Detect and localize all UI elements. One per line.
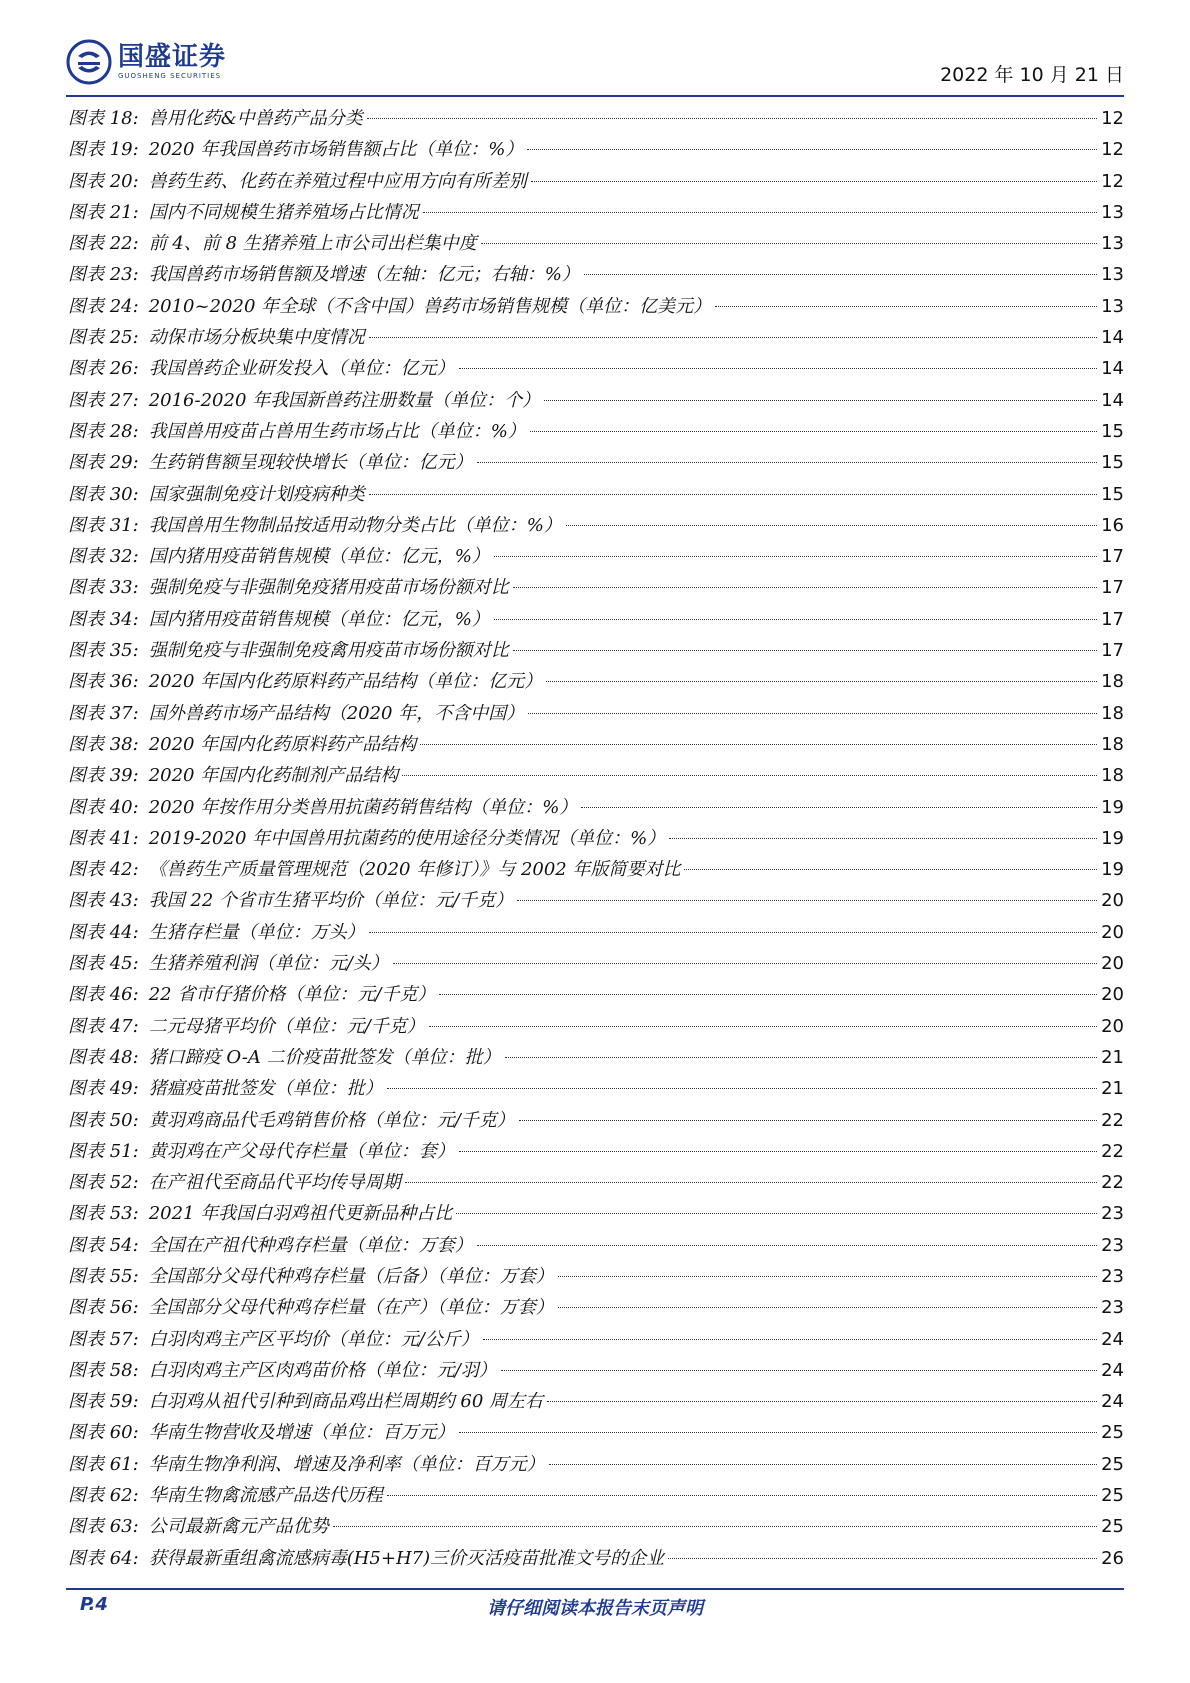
toc-entry-page: 15 (1101, 452, 1124, 474)
toc-entry-prefix: 图表 45: (68, 953, 139, 975)
toc-entry-prefix: 图表 36: (68, 671, 139, 693)
toc-entry-label (68, 1355, 497, 1386)
toc-dot-leader (420, 744, 1097, 745)
toc-entry-title: 白羽鸡从祖代引种到商品鸡出栏周期约 60 周左右 (148, 1391, 544, 1413)
toc-entry[interactable] (68, 197, 1124, 228)
toc-entry-prefix: 图表 18: (68, 108, 139, 129)
toc-entry[interactable] (68, 1042, 1124, 1073)
toc-entry-page: 25 (1101, 1485, 1124, 1507)
toc-entry-prefix: 图表 55: (68, 1265, 139, 1287)
toc-entry-label (68, 917, 365, 948)
toc-dot-leader (405, 1182, 1097, 1183)
toc-dot-leader (684, 869, 1097, 870)
toc-entry-prefix: 图表 46: (68, 984, 139, 1006)
toc-entry[interactable] (68, 1105, 1124, 1136)
toc-dot-leader (459, 368, 1097, 369)
toc-entry-title: 黄羽鸡商品代毛鸡销售价格（单位：元/千克） (148, 1109, 515, 1131)
toc-entry-prefix: 图表 48: (68, 1046, 139, 1068)
toc-entry[interactable] (68, 228, 1124, 259)
toc-entry-title: 动保市场分板块集中度情况 (148, 327, 365, 349)
toc-dot-leader (387, 1495, 1097, 1496)
toc-entry-title: 2020 年我国兽药市场销售额占比（单位：%） (148, 139, 524, 161)
toc-entry-title: 兽用化药&中兽药产品分类 (148, 108, 363, 129)
toc-dot-leader (668, 1558, 1097, 1559)
toc-entry-title: 华南生物禽流感产品迭代历程 (148, 1485, 383, 1507)
toc-entry-prefix: 图表 30: (68, 483, 139, 505)
toc-entry-title: 2020 年按作用分类兽用抗菌药销售结构（单位：%） (148, 796, 578, 818)
toc-entry[interactable] (68, 635, 1124, 666)
toc-entry-prefix: 图表 26: (68, 358, 139, 380)
toc-dot-leader (547, 1401, 1097, 1402)
toc-entry[interactable] (68, 823, 1124, 854)
toc-entry[interactable] (68, 134, 1124, 165)
toc-entry[interactable] (68, 291, 1124, 322)
toc-entry-prefix: 图表 25: (68, 327, 139, 349)
toc-entry[interactable] (68, 1449, 1124, 1480)
toc-entry-prefix: 图表 50: (68, 1109, 139, 1131)
toc-dot-leader (387, 1088, 1097, 1089)
toc-entry-page: 13 (1101, 201, 1124, 223)
toc-entry-page: 23 (1101, 1234, 1124, 1256)
toc-entry-prefix: 图表 47: (68, 1015, 139, 1037)
toc-entry-title: 获得最新重组禽流感病毒(H5+H7)三价灭活疫苗批准文号的企业 (148, 1547, 665, 1569)
toc-entry-page: 21 (1101, 1046, 1124, 1068)
toc-entry-prefix: 图表 51: (68, 1140, 139, 1162)
toc-entry-page: 20 (1101, 890, 1124, 912)
toc-entry-title: 《兽药生产质量管理规范（2020 年修订）》与 2002 年版简要对比 (148, 859, 681, 881)
toc-entry-title: 2019-2020 年中国兽用抗菌药的使用途径分类情况（单位：%） (148, 827, 666, 849)
guosheng-logo-icon (66, 39, 112, 85)
toc-entry-title: 在产祖代至商品代平均传导周期 (148, 1172, 401, 1194)
toc-dot-leader (546, 681, 1097, 682)
toc-entry-prefix: 图表 61: (68, 1453, 139, 1475)
toc-entry-label (68, 541, 490, 572)
toc-entry-label (68, 854, 680, 885)
toc-entry-title: 2020 年国内化药原料药产品结构 (148, 733, 417, 755)
footer-divider (66, 1588, 1124, 1590)
toc-dot-leader (456, 1213, 1097, 1214)
toc-entry-page: 23 (1101, 1265, 1124, 1287)
toc-entry[interactable] (68, 1480, 1124, 1511)
toc-entry-title: 全国在产祖代种鸡存栏量（单位：万套） (148, 1234, 473, 1256)
toc-entry-page: 24 (1101, 1359, 1124, 1381)
toc-dot-leader (333, 1526, 1097, 1527)
toc-dot-leader (494, 556, 1097, 557)
toc-entry-title: 公司最新禽元产品优势 (148, 1516, 329, 1538)
toc-entry-prefix: 图表 44: (68, 921, 139, 943)
toc-entry-prefix: 图表 63: (68, 1516, 139, 1538)
toc-entry-prefix: 图表 39: (68, 765, 139, 787)
toc-dot-leader (477, 462, 1097, 463)
toc-dot-leader (528, 713, 1097, 714)
toc-entry-page: 13 (1101, 233, 1124, 255)
toc-entry[interactable] (68, 259, 1124, 290)
toc-entry-page: 18 (1101, 671, 1124, 693)
toc-entry[interactable] (68, 1355, 1124, 1386)
toc-entry-label (68, 1292, 554, 1323)
toc-dot-leader (581, 807, 1097, 808)
toc-entry-title: 全国部分父母代种鸡存栏量（后备）（单位：万套） (148, 1265, 554, 1287)
toc-entry-title: 我国兽药市场销售额及增速（左轴：亿元；右轴：%） (148, 264, 580, 286)
toc-entry-page: 19 (1101, 859, 1124, 881)
toc-entry-label (68, 1480, 383, 1511)
brand-logo (66, 38, 226, 86)
toc-entry-prefix: 图表 34: (68, 608, 139, 630)
toc-dot-leader (369, 494, 1097, 495)
toc-entry-page: 18 (1101, 733, 1124, 755)
toc-dot-leader (549, 1464, 1097, 1465)
toc-entry-page: 15 (1101, 483, 1124, 505)
toc-dot-leader (393, 963, 1097, 964)
toc-entry-label (68, 1511, 329, 1542)
toc-entry[interactable] (68, 1292, 1124, 1323)
toc-entry-page: 20 (1101, 1015, 1124, 1037)
toc-entry-prefix: 图表 41: (68, 827, 139, 849)
toc-entry-label (68, 1105, 515, 1136)
toc-entry-prefix: 图表 31: (68, 514, 139, 536)
toc-dot-leader (439, 994, 1097, 995)
toc-entry-label (68, 698, 524, 729)
toc-entry-label (68, 510, 562, 541)
toc-entry[interactable] (68, 1167, 1124, 1198)
toc-entry-label (68, 792, 577, 823)
toc-entry-page: 17 (1101, 577, 1124, 599)
toc-entry-label (68, 259, 580, 290)
toc-entry-label (68, 572, 509, 603)
toc-entry[interactable] (68, 541, 1124, 572)
toc-entry-prefix: 图表 58: (68, 1359, 139, 1381)
toc-entry-title: 华南生物营收及增速（单位：百万元） (148, 1422, 455, 1444)
toc-entry-title: 猪瘟疫苗批签发（单位：批） (148, 1078, 383, 1100)
toc-dot-leader (715, 306, 1097, 307)
toc-entry-title: 生猪存栏量（单位：万头） (148, 921, 365, 943)
toc-entry-page: 15 (1101, 420, 1124, 442)
toc-entry-page: 20 (1101, 984, 1124, 1006)
toc-entry[interactable] (68, 854, 1124, 885)
toc-entry-page: 22 (1101, 1140, 1124, 1162)
toc-entry-title: 2020 年国内化药制剂产品结构 (148, 765, 399, 787)
toc-entry-prefix: 图表 29: (68, 452, 139, 474)
toc-entry-title: 生药销售额呈现较快增长（单位：亿元） (148, 452, 473, 474)
toc-entry-page: 23 (1101, 1297, 1124, 1319)
toc-entry-label (68, 1136, 455, 1167)
toc-entry-title: 国家强制免疫计划疫病种类 (148, 483, 365, 505)
toc-entry-page: 21 (1101, 1078, 1124, 1100)
toc-entry-prefix: 图表 38: (68, 733, 139, 755)
toc-dot-leader (501, 1370, 1097, 1371)
toc-entry-label (68, 1449, 545, 1480)
toc-entry-label (68, 1230, 473, 1261)
toc-entry[interactable] (68, 510, 1124, 541)
toc-entry-page: 14 (1101, 389, 1124, 411)
toc-entry-page: 18 (1101, 765, 1124, 787)
toc-entry-label (68, 1261, 554, 1292)
toc-entry-label (68, 666, 542, 697)
toc-entry-prefix: 图表 59: (68, 1391, 139, 1413)
toc-entry-label (68, 1167, 401, 1198)
toc-dot-leader (566, 525, 1097, 526)
toc-entry-label (68, 322, 365, 353)
toc-entry-title: 强制免疫与非强制免疫禽用疫苗市场份额对比 (148, 640, 509, 662)
toc-entry-prefix: 图表 28: (68, 420, 139, 442)
toc-entry-title: 黄羽鸡在产父母代存栏量（单位：套） (148, 1140, 455, 1162)
disclaimer-note: 请仔细阅读本报告末页声明 (487, 1598, 703, 1619)
toc-entry[interactable] (68, 103, 1124, 134)
toc-entry-title: 二元母猪平均价（单位：元/千克） (148, 1015, 425, 1037)
toc-entry-page: 14 (1101, 358, 1124, 380)
toc-entry-title: 2016-2020 年我国新兽药注册数量（单位：个） (148, 389, 541, 411)
toc-entry[interactable] (68, 1230, 1124, 1261)
toc-entry-title: 华南生物净利润、增速及净利率（单位：百万元） (148, 1453, 545, 1475)
toc-entry-prefix: 图表 20: (68, 170, 139, 192)
toc-dot-leader (367, 118, 1097, 119)
toc-entry[interactable] (68, 1198, 1124, 1229)
toc-entry-label (68, 729, 416, 760)
toc-entry[interactable] (68, 1417, 1124, 1448)
toc-entry-page: 17 (1101, 640, 1124, 662)
toc-entry-prefix: 图表 56: (68, 1297, 139, 1319)
toc-entry[interactable] (68, 1261, 1124, 1292)
toc-entry-title: 全国部分父母代种鸡存栏量（在产）（单位：万套） (148, 1297, 554, 1319)
toc-entry[interactable] (68, 760, 1124, 791)
toc-entry-label (68, 1198, 452, 1229)
toc-entry-page: 12 (1101, 170, 1124, 192)
toc-entry-prefix: 图表 43: (68, 890, 139, 912)
toc-entry-label (68, 979, 435, 1010)
toc-entry-page: 23 (1101, 1203, 1124, 1225)
toc-entry[interactable] (68, 322, 1124, 353)
toc-entry-prefix: 图表 35: (68, 640, 139, 662)
report-date: 2022 年 10 月 21 日 (940, 64, 1124, 86)
page-header (66, 28, 1124, 88)
toc-entry[interactable] (68, 948, 1124, 979)
toc-entry-title: 生猪养殖利润（单位：元/头） (148, 953, 389, 975)
toc-entry-title: 国外兽药市场产品结构（2020 年，不含中国） (148, 702, 525, 724)
toc-entry-prefix: 图表 32: (68, 546, 139, 568)
toc-entry-page: 17 (1101, 608, 1124, 630)
toc-entry-label (68, 760, 398, 791)
toc-dot-leader (527, 149, 1097, 150)
toc-dot-leader (369, 932, 1097, 933)
toc-entry-title: 我国 22 个省市生猪平均价（单位：元/千克） (148, 890, 514, 912)
toc-entry-page: 12 (1101, 108, 1124, 129)
toc-entry-label (68, 291, 711, 322)
toc-entry-prefix: 图表 40: (68, 796, 139, 818)
toc-entry-page: 12 (1101, 139, 1124, 161)
toc-entry-prefix: 图表 57: (68, 1328, 139, 1350)
toc-entry-prefix: 图表 33: (68, 577, 139, 599)
toc-dot-leader (513, 587, 1097, 588)
toc-entry-page: 20 (1101, 921, 1124, 943)
toc-entry-page: 24 (1101, 1391, 1124, 1413)
toc-entry-page: 18 (1101, 702, 1124, 724)
toc-entry-page: 25 (1101, 1453, 1124, 1475)
toc-entry[interactable] (68, 666, 1124, 697)
toc-dot-leader (584, 274, 1097, 275)
toc-entry-page: 13 (1101, 264, 1124, 286)
toc-entry-title: 国内猪用疫苗销售规模（单位：亿元，%） (148, 546, 490, 568)
toc-dot-leader (513, 650, 1097, 651)
toc-dot-leader (558, 1276, 1097, 1277)
toc-entry-label (68, 479, 365, 510)
toc-entry[interactable] (68, 917, 1124, 948)
toc-entry[interactable] (68, 1511, 1124, 1542)
toc-entry-page: 26 (1101, 1547, 1124, 1569)
toc-entry-page: 22 (1101, 1109, 1124, 1131)
figure-list (68, 103, 1124, 1574)
toc-entry-title: 前 4、前 8 生猪养殖上市公司出栏集中度 (148, 233, 477, 255)
toc-entry-title: 国内不同规模生猪养殖场占比情况 (148, 201, 419, 223)
toc-entry-label (68, 447, 473, 478)
toc-entry[interactable] (68, 1011, 1124, 1042)
toc-dot-leader (477, 1245, 1097, 1246)
toc-entry-page: 19 (1101, 827, 1124, 849)
toc-dot-leader (517, 900, 1097, 901)
toc-entry-prefix: 图表 37: (68, 702, 139, 724)
toc-entry-page: 25 (1101, 1516, 1124, 1538)
header-divider (66, 95, 1124, 97)
toc-entry-title: 22 省市仔猪价格（单位：元/千克） (148, 984, 436, 1006)
toc-entry[interactable] (68, 416, 1124, 447)
toc-entry[interactable] (68, 979, 1124, 1010)
toc-entry-page: 16 (1101, 514, 1124, 536)
page-number: P.4 (80, 1594, 108, 1615)
toc-entry-prefix: 图表 60: (68, 1422, 139, 1444)
toc-entry-title: 白羽肉鸡主产区肉鸡苗价格（单位：元/羽） (148, 1359, 497, 1381)
brand-name-en: GUOSHENG SECURITIES (118, 72, 222, 80)
toc-entry-title: 兽药生药、化药在养殖过程中应用方向有所差别 (148, 170, 527, 192)
toc-entry-label (68, 385, 540, 416)
toc-entry-label (68, 1011, 425, 1042)
toc-entry-page: 13 (1101, 295, 1124, 317)
toc-entry[interactable] (68, 479, 1124, 510)
toc-entry-page: 19 (1101, 796, 1124, 818)
toc-dot-leader (423, 212, 1097, 213)
toc-entry-page: 14 (1101, 327, 1124, 349)
toc-entry-title: 2010~2020 年全球（不含中国）兽药市场销售规模（单位：亿美元） (148, 295, 712, 317)
toc-entry[interactable] (68, 447, 1124, 478)
toc-dot-leader (429, 1026, 1097, 1027)
toc-entry-prefix: 图表 64: (68, 1547, 139, 1569)
toc-entry-label (68, 166, 527, 197)
toc-entry[interactable] (68, 729, 1124, 760)
toc-entry[interactable] (68, 353, 1124, 384)
toc-entry-title: 白羽肉鸡主产区平均价（单位：元/公斤） (148, 1328, 479, 1350)
toc-dot-leader (481, 243, 1097, 244)
toc-dot-leader (402, 775, 1097, 776)
toc-entry[interactable] (68, 792, 1124, 823)
toc-entry[interactable] (68, 698, 1124, 729)
toc-entry-title: 我国兽用疫苗占兽用生药市场占比（单位：%） (148, 420, 526, 442)
toc-entry-page: 22 (1101, 1172, 1124, 1194)
toc-entry[interactable] (68, 1543, 1124, 1574)
toc-entry-label (68, 604, 490, 635)
toc-entry-label (68, 416, 526, 447)
toc-entry-label (68, 1543, 664, 1574)
toc-entry-prefix: 图表 54: (68, 1234, 139, 1256)
brand-name-cn: 国盛证券 (118, 42, 227, 72)
toc-entry-label (68, 1324, 479, 1355)
toc-dot-leader (459, 1151, 1097, 1152)
toc-entry-label (68, 823, 665, 854)
toc-dot-leader (494, 619, 1097, 620)
toc-entry-label (68, 197, 419, 228)
toc-entry-prefix: 图表 42: (68, 859, 139, 881)
toc-entry-label (68, 353, 455, 384)
toc-entry-title: 猪口蹄疫 O-A 二价疫苗批签发（单位：批） (148, 1046, 501, 1068)
toc-entry-prefix: 图表 23: (68, 264, 139, 286)
toc-entry[interactable] (68, 1073, 1124, 1104)
toc-entry-label (68, 1386, 543, 1417)
toc-entry-label (68, 885, 513, 916)
toc-dot-leader (519, 1120, 1097, 1121)
toc-dot-leader (369, 337, 1097, 338)
toc-entry-label (68, 948, 389, 979)
toc-entry-page: 17 (1101, 546, 1124, 568)
toc-entry-label (68, 1073, 383, 1104)
toc-entry[interactable] (68, 1136, 1124, 1167)
toc-dot-leader (531, 181, 1097, 182)
toc-entry-title: 我国兽用生物制品按适用动物分类占比（单位：%） (148, 514, 562, 536)
toc-entry-prefix: 图表 24: (68, 295, 139, 317)
toc-entry-prefix: 图表 49: (68, 1078, 139, 1100)
toc-entry-prefix: 图表 21: (68, 201, 139, 223)
toc-entry-label (68, 1417, 455, 1448)
toc-entry-page: 25 (1101, 1422, 1124, 1444)
toc-entry-page: 20 (1101, 953, 1124, 975)
toc-entry[interactable] (68, 572, 1124, 603)
toc-dot-leader (483, 1339, 1097, 1340)
toc-entry-label (68, 103, 363, 134)
toc-entry-prefix: 图表 27: (68, 389, 139, 411)
toc-entry-page: 24 (1101, 1328, 1124, 1350)
toc-entry-title: 国内猪用疫苗销售规模（单位：亿元，%） (148, 608, 490, 630)
toc-entry-label (68, 635, 509, 666)
toc-entry-prefix: 图表 62: (68, 1485, 139, 1507)
toc-entry-title: 强制免疫与非强制免疫猪用疫苗市场份额对比 (148, 577, 509, 599)
toc-entry-title: 2021 年我国白羽鸡祖代更新品种占比 (148, 1203, 453, 1225)
toc-entry-prefix: 图表 52: (68, 1172, 139, 1194)
toc-entry-prefix: 图表 22: (68, 233, 139, 255)
toc-entry-title: 2020 年国内化药原料药产品结构（单位：亿元） (148, 671, 543, 693)
toc-dot-leader (530, 431, 1097, 432)
toc-dot-leader (505, 1057, 1097, 1058)
toc-entry[interactable] (68, 1386, 1124, 1417)
toc-dot-leader (558, 1307, 1097, 1308)
toc-entry[interactable] (68, 385, 1124, 416)
toc-entry-prefix: 图表 19: (68, 139, 139, 161)
toc-entry[interactable] (68, 885, 1124, 916)
toc-entry-label (68, 134, 523, 165)
toc-dot-leader (544, 400, 1097, 401)
toc-dot-leader (669, 838, 1097, 839)
toc-entry-label (68, 228, 477, 259)
toc-entry[interactable] (68, 604, 1124, 635)
toc-entry[interactable] (68, 1324, 1124, 1355)
toc-entry-label (68, 1042, 501, 1073)
toc-entry-prefix: 图表 53: (68, 1203, 139, 1225)
toc-entry-title: 我国兽药企业研发投入（单位：亿元） (148, 358, 455, 380)
toc-entry[interactable] (68, 166, 1124, 197)
toc-dot-leader (459, 1432, 1097, 1433)
